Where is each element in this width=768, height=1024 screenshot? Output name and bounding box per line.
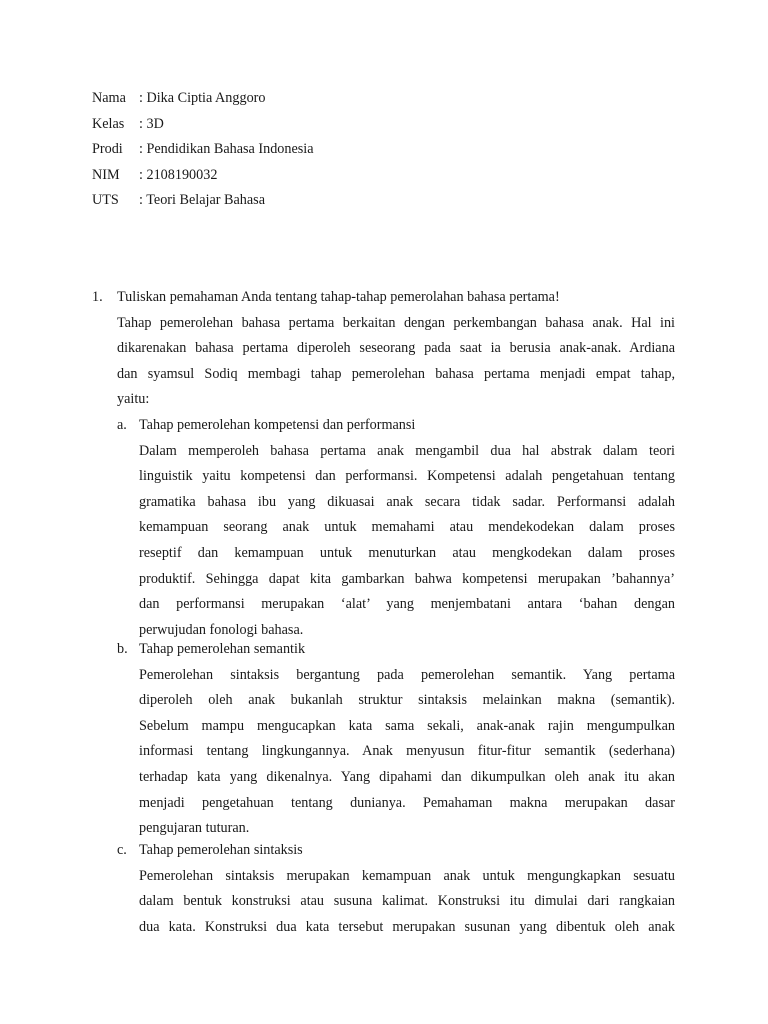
identity-row-kelas bbox=[92, 112, 314, 138]
subsection-a-heading bbox=[117, 413, 675, 439]
subsection-c-letter: c. bbox=[117, 842, 127, 858]
body-line: gramatika bahasa ibu yang dikuasai anak secara tidak sadar. Performansi adalah bbox=[139, 493, 675, 510]
identity-row-nama bbox=[92, 86, 314, 112]
nama-value: : Dika Ciptia Anggoro bbox=[139, 90, 266, 106]
body-line: reseptif dan kemampuan untuk menuturkan atau mengkodekan dalam proses bbox=[139, 544, 675, 561]
body-line: produktif. Sehingga dapat kita gambarkan bahwa kompetensi merupakan ’bahannya’ bbox=[139, 570, 675, 587]
subsection-b-letter: b. bbox=[117, 641, 128, 657]
uts-label: UTS bbox=[92, 192, 119, 208]
subsection-c-title: Tahap pemerolehan sintaksis bbox=[139, 842, 303, 858]
intro-line: dan syamsul Sodiq membagi tahap pemerolehan bahasa pertama menjadi empat tahap, bbox=[117, 365, 675, 382]
intro-line: dikarenakan bahasa pertama diperoleh seseorang pada saat ia berusia anak-anak. Ardiana bbox=[117, 340, 675, 357]
body-line: dan performansi merupakan ‘alat’ yang menjembatani antara ‘bahan dengan bbox=[139, 596, 675, 613]
intro-line: yaitu: bbox=[117, 391, 150, 408]
subsection-a-body bbox=[139, 439, 675, 644]
body-line: perwujudan fonologi bahasa. bbox=[139, 621, 304, 638]
body-line: Dalam memperoleh bahasa pertama anak mengambil dua hal abstrak dalam teori bbox=[139, 442, 675, 459]
subsection-a-letter: a. bbox=[117, 417, 127, 433]
identity-row-nim bbox=[92, 163, 314, 189]
body-line: kemampuan seorang anak untuk memahami atau mendekodekan dalam proses bbox=[139, 519, 675, 536]
question-prompt: Tuliskan pemahaman Anda tentang tahap-tahap pemerolahan bahasa pertama! bbox=[117, 289, 560, 305]
subsection-c-body bbox=[139, 864, 675, 941]
nim-value: : 2108190032 bbox=[139, 166, 218, 183]
body-line: diperoleh oleh anak bukanlah struktur sintaksis melainkan makna (semantik). bbox=[139, 692, 675, 709]
subsection-c bbox=[117, 838, 675, 940]
subsection-b-title: Tahap pemerolehan semantik bbox=[139, 641, 306, 657]
identity-row-uts bbox=[92, 188, 314, 214]
kelas-value: : 3D bbox=[139, 115, 164, 132]
prodi-value: : Pendidikan Bahasa Indonesia bbox=[139, 141, 314, 157]
body-line: Sebelum mampu mengucapkan kata sama sekali, anak-anak rajin mengumpulkan bbox=[139, 717, 675, 734]
identity-block bbox=[92, 86, 314, 214]
subsection-a-title: Tahap pemerolehan kompetensi dan performansi bbox=[139, 417, 416, 433]
intro-paragraph bbox=[117, 311, 675, 413]
question-number: 1. bbox=[92, 289, 103, 305]
body-line: Pemerolehan sintaksis merupakan kemampuan anak untuk mengungkapkan sesuatu bbox=[139, 867, 675, 884]
identity-row-prodi bbox=[92, 137, 314, 163]
body-line: pengujaran tuturan. bbox=[139, 820, 250, 837]
body-line: linguistik yaitu kompetensi dan performansi. Kompetensi adalah pengetahuan tentang bbox=[139, 468, 675, 485]
subsection-b-body bbox=[139, 663, 675, 842]
body-line: dalam bentuk konstruksi atau susuna kalimat. Konstruksi itu dimulai dari rangkaian bbox=[139, 893, 675, 910]
body-line: terhadap kata yang dikenalnya. Yang dipahami dan dikumpulkan oleh anak itu akan bbox=[139, 768, 675, 785]
subsection-b bbox=[117, 637, 675, 842]
subsection-b-heading bbox=[117, 637, 675, 663]
body-line: dua kata. Konstruksi dua kata tersebut merupakan susunan yang dibentuk oleh anak bbox=[139, 918, 675, 935]
body-line: Pemerolehan sintaksis bergantung pada pemerolehan semantik. Yang pertama bbox=[139, 666, 675, 683]
kelas-label: Kelas bbox=[92, 115, 125, 132]
nama-label: Nama bbox=[92, 90, 126, 106]
body-line: menjadi pengetahuan tentang dunianya. Pemahaman makna merupakan dasar bbox=[139, 794, 675, 811]
subsection-a bbox=[117, 413, 675, 643]
body-line: informasi tentang lingkungannya. Anak menyusun fitur-fitur semantik (sederhana) bbox=[139, 743, 675, 760]
nim-label: NIM bbox=[92, 166, 120, 183]
uts-value: : Teori Belajar Bahasa bbox=[139, 192, 265, 208]
intro-line: Tahap pemerolehan bahasa pertama berkaitan dengan perkembangan bahasa anak. Hal ini bbox=[117, 314, 675, 331]
prodi-label: Prodi bbox=[92, 141, 123, 157]
subsection-c-heading bbox=[117, 838, 675, 864]
